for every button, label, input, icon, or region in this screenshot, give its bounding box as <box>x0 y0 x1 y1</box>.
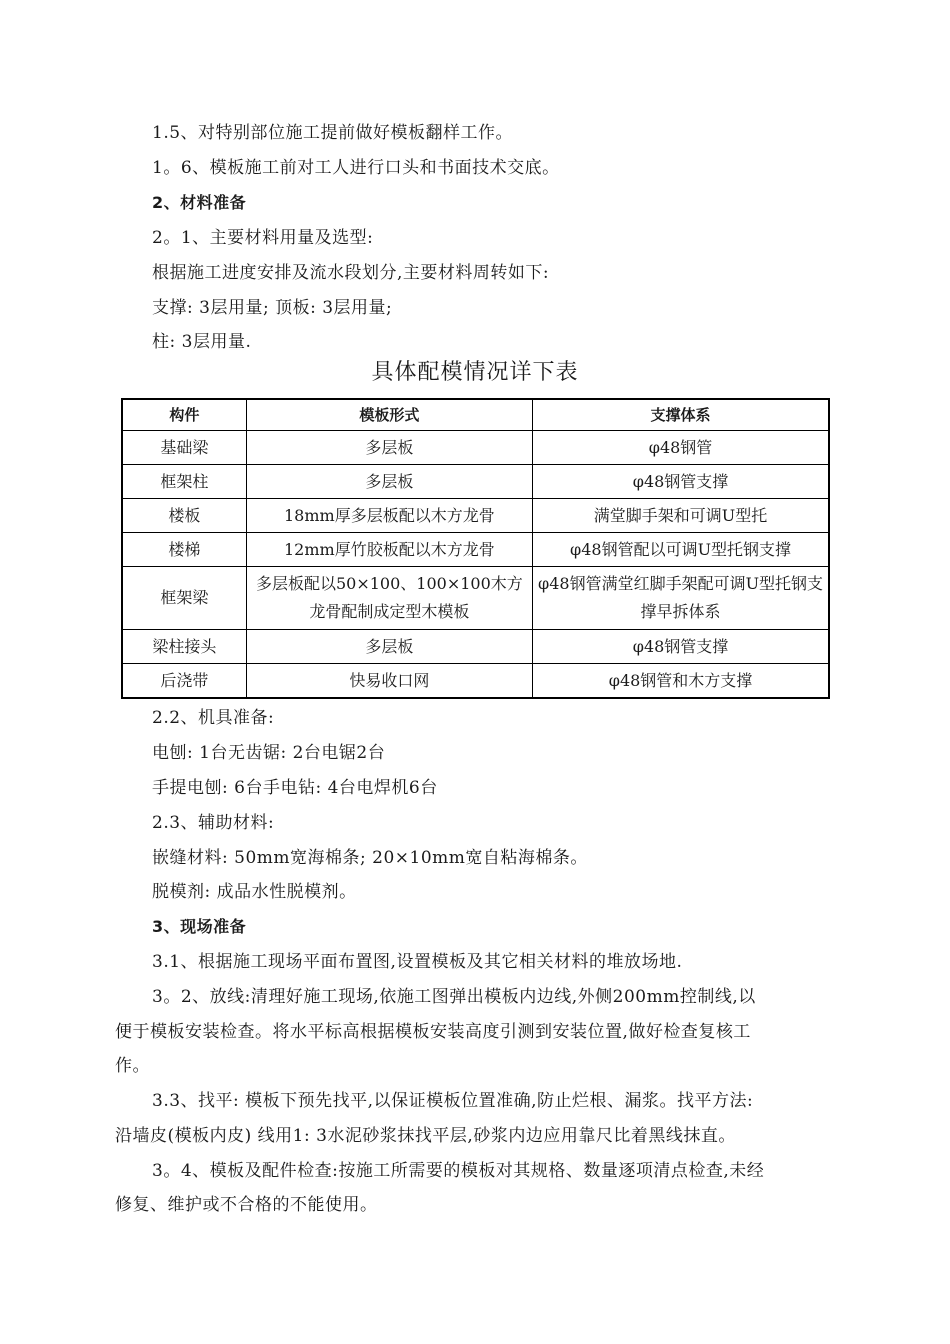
table-cell: φ48钢管配以可调U型托钢支撑 <box>533 533 829 567</box>
text-line: 脱模剂: 成品水性脱模剂。 <box>152 882 357 902</box>
table-cell: 楼板 <box>122 499 246 533</box>
table-row <box>122 630 829 664</box>
table-cell: φ48钢管支撑 <box>533 465 829 499</box>
table-title: 具体配模情况详下表 <box>371 360 579 385</box>
text-line: 柱: 3层用量. <box>152 332 252 352</box>
paragraph-line: 沿墙皮(模板内皮) 线用1: 3水泥砂浆抹找平层,砂浆内边应用靠尺比着黑线抹直。 <box>115 1126 736 1146</box>
table-cell: 18mm厚多层板配以木方龙骨 <box>246 499 532 533</box>
table-cell: φ48钢管满堂红脚手架配可调U型托钢支撑早拆体系 <box>533 567 829 630</box>
text-line: 嵌缝材料: 50mm宽海棉条; 20×10mm宽自粘海棉条。 <box>152 848 588 868</box>
table-cell: 后浇带 <box>122 664 246 699</box>
table-cell: φ48钢管和木方支撑 <box>533 664 829 699</box>
table-row <box>122 567 829 630</box>
text-line: 电刨: 1台无齿锯: 2台电锯2台 <box>152 743 386 763</box>
paragraph-line: 3.3、找平: 模板下预先找平,以保证模板位置准确,防止烂根、漏浆。找平方法: <box>152 1091 754 1111</box>
header-cell: 模板形式 <box>246 399 532 431</box>
paragraph-line: 作。 <box>115 1056 150 1076</box>
table-row <box>122 499 829 533</box>
table-row <box>122 664 829 699</box>
table-cell: 梁柱接头 <box>122 630 246 664</box>
paragraph-line: 3。4、模板及配件检查:按施工所需要的模板对其规格、数量逐项清点检查,未经 <box>152 1161 765 1181</box>
text-line: 2.3、辅助材料: <box>152 813 275 833</box>
table-cell: 楼梯 <box>122 533 246 567</box>
table-row <box>122 431 829 465</box>
paragraph-line: 便于模板安装检查。将水平标高根据模板安装高度引测到安装位置,做好检查复核工 <box>115 1022 751 1042</box>
table-row <box>122 465 829 499</box>
text-line: 支撑: 3层用量; 顶板: 3层用量; <box>152 298 393 318</box>
text-line: 2。1、主要材料用量及选型: <box>152 228 374 248</box>
table-cell: 多层板配以50×100、100×100木方龙骨配制成定型木模板 <box>246 567 532 630</box>
paragraph-line: 修复、维护或不合格的不能使用。 <box>115 1195 378 1215</box>
text-line: 手提电刨: 6台手电钻: 4台电焊机6台 <box>152 778 438 798</box>
table-cell: 基础梁 <box>122 431 246 465</box>
paragraph-line: 3。2、放线:清理好施工现场,依施工图弹出模板内边线,外侧200mm控制线,以 <box>152 987 756 1007</box>
table-cell: φ48钢管 <box>533 431 829 465</box>
text-line: 2.2、机具准备: <box>152 708 275 728</box>
table-cell: 多层板 <box>246 431 532 465</box>
text-line: 3.1、根据施工现场平面布置图,设置模板及其它相关材料的堆放场地. <box>152 952 683 972</box>
table-cell: 框架梁 <box>122 567 246 630</box>
table-cell: 框架柱 <box>122 465 246 499</box>
table-cell: 多层板 <box>246 465 532 499</box>
formwork-table <box>121 398 830 699</box>
header-cell: 支撑体系 <box>533 399 829 431</box>
section-heading: 2、材料准备 <box>152 193 247 212</box>
table-row <box>122 533 829 567</box>
text-line: 1。6、模板施工前对工人进行口头和书面技术交底。 <box>152 158 560 178</box>
table-cell: 多层板 <box>246 630 532 664</box>
table-cell: φ48钢管支撑 <box>533 630 829 664</box>
table-header-row <box>122 399 829 431</box>
table-cell: 满堂脚手架和可调U型托 <box>533 499 829 533</box>
section-heading: 3、现场准备 <box>152 917 247 936</box>
text-line: 1.5、对特别部位施工提前做好模板翻样工作。 <box>152 123 514 143</box>
header-cell: 构件 <box>122 399 246 431</box>
text-line: 根据施工进度安排及流水段划分,主要材料周转如下: <box>152 263 550 283</box>
table-cell: 快易收口网 <box>246 664 532 699</box>
table-cell: 12mm厚竹胶板配以木方龙骨 <box>246 533 532 567</box>
